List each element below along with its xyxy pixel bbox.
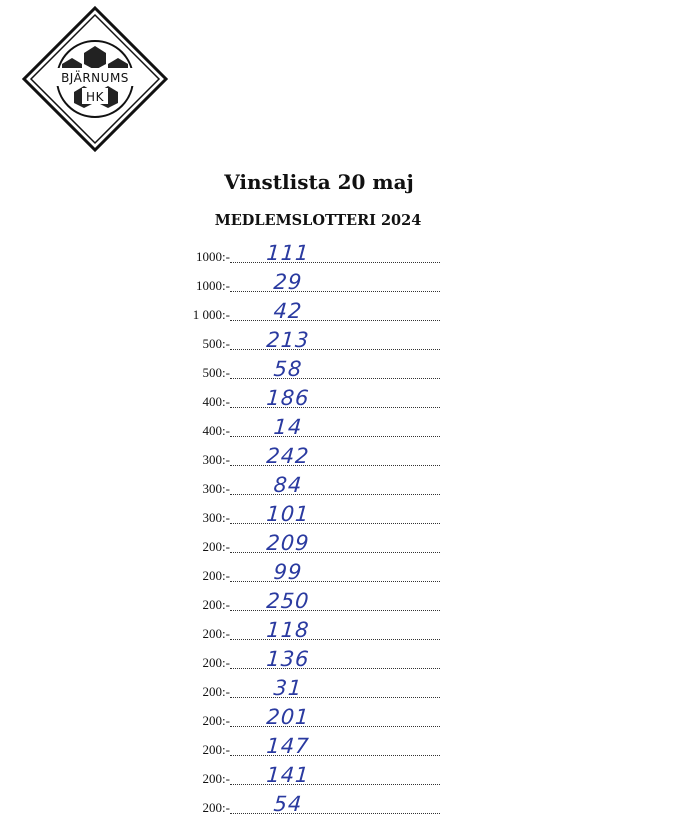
- prize-amount: 300:-: [202, 510, 230, 525]
- prize-amount: 500:-: [202, 365, 230, 380]
- winning-number: 209: [265, 531, 311, 555]
- winning-number: 101: [265, 502, 311, 526]
- prize-row: [0, 733, 686, 762]
- winning-number: 14: [272, 415, 304, 439]
- prize-row: [0, 791, 686, 820]
- prize-row: [0, 414, 686, 443]
- winning-number: 201: [265, 705, 311, 729]
- winning-number: 141: [265, 763, 311, 787]
- prize-amount: 200:-: [202, 800, 230, 815]
- prize-amount: 400:-: [202, 423, 230, 438]
- prize-row: [0, 356, 686, 385]
- club-logo: [22, 6, 168, 152]
- winning-number: 147: [265, 734, 311, 758]
- prize-row: [0, 588, 686, 617]
- handball-logo-icon: [22, 6, 168, 152]
- prize-row: [0, 704, 686, 733]
- prize-row: [0, 617, 686, 646]
- winning-number: 250: [265, 589, 311, 613]
- winning-number: 29: [272, 270, 304, 294]
- prize-row: [0, 443, 686, 472]
- prize-row: [0, 269, 686, 298]
- prize-amount: 500:-: [202, 336, 230, 351]
- winning-number: 58: [272, 357, 304, 381]
- prize-row: [0, 762, 686, 791]
- prize-amount: 200:-: [202, 713, 230, 728]
- winning-number: 31: [272, 676, 304, 700]
- page-title: Vinstlista 20 maj: [224, 170, 414, 194]
- prize-amount: 1000:-: [196, 278, 230, 293]
- winning-number: 111: [265, 241, 311, 265]
- prize-amount: 200:-: [202, 742, 230, 757]
- winning-number: 42: [272, 299, 304, 323]
- prize-amount: 400:-: [202, 394, 230, 409]
- prize-row: [0, 327, 686, 356]
- prize-row: [0, 675, 686, 704]
- prize-row: [0, 298, 686, 327]
- prize-amount: 200:-: [202, 568, 230, 583]
- prize-row: [0, 385, 686, 414]
- prize-amount: 200:-: [202, 626, 230, 641]
- winning-number: 213: [265, 328, 311, 352]
- winning-number: 136: [265, 647, 311, 671]
- prize-amount: 300:-: [202, 481, 230, 496]
- prize-amount: 200:-: [202, 597, 230, 612]
- prize-amount: 1 000:-: [192, 307, 230, 322]
- prize-amount: 1000:-: [196, 249, 230, 264]
- prize-row: [0, 530, 686, 559]
- prize-amount: 200:-: [202, 771, 230, 786]
- prize-amount: 300:-: [202, 452, 230, 467]
- winning-number: 99: [272, 560, 304, 584]
- winning-number: 186: [265, 386, 311, 410]
- prize-row: [0, 501, 686, 530]
- logo-text-bottom: HK: [86, 90, 104, 104]
- prize-amount: 200:-: [202, 655, 230, 670]
- prize-amount: 200:-: [202, 539, 230, 554]
- winning-number: 242: [265, 444, 311, 468]
- winning-number: 54: [272, 792, 304, 816]
- page-subtitle: MEDLEMSLOTTERI 2024: [214, 212, 422, 229]
- prize-amount: 200:-: [202, 684, 230, 699]
- prize-row: [0, 472, 686, 501]
- prize-row: [0, 240, 686, 269]
- winning-number: 84: [272, 473, 304, 497]
- prize-row: [0, 646, 686, 675]
- winning-number: 118: [265, 618, 311, 642]
- logo-text-top: BJÄRNUMS: [61, 71, 129, 85]
- prize-row: [0, 559, 686, 588]
